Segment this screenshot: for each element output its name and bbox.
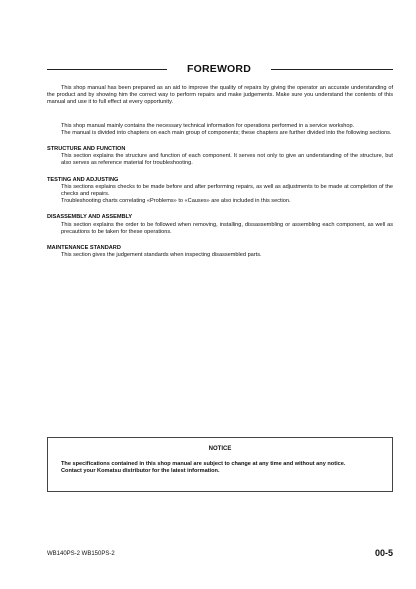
- foreword-content: [47, 85, 393, 259]
- section-body: This section explains the structure and function of each component. It serves not only to give an understanding of the structure, but also serves as reference material for troubleshooting.: [61, 153, 393, 167]
- notice-box: [47, 437, 393, 492]
- notice-line: Contact your Komatsu distributor for the latest information.: [61, 468, 220, 475]
- section-body: This section gives the judgement standards when inspecting disassembled parts.: [61, 252, 262, 259]
- notice-title: NOTICE: [208, 446, 232, 452]
- section-disassembly-assembly: [47, 214, 393, 236]
- intro-paragraph-1: This shop manual has been prepared as an aid to improve the quality of repairs by giving the operator an accurate understanding of the product and by showing him the correct way to perform repairs and make judgements. Make sure you understand the contents of this manual and use it to full effect at every opportunity.: [47, 85, 393, 106]
- footer-models: WB140PS-2 WB150PS-2: [47, 551, 115, 557]
- section-structure-function: [47, 146, 393, 168]
- section-title: TESTING AND ADJUSTING: [47, 176, 119, 183]
- notice-body: [61, 461, 383, 475]
- header-rule-right: [271, 69, 393, 70]
- section-title: MAINTENANCE STANDARD: [47, 245, 121, 252]
- page-header: [47, 62, 393, 76]
- page-number: 00-5: [374, 548, 393, 558]
- section-testing-adjusting: [47, 177, 393, 206]
- section-title: STRUCTURE AND FUNCTION: [47, 146, 126, 153]
- section-maintenance-standard: [47, 245, 393, 259]
- section-body: Troubleshooting charts correlating «Problems» to «Causes» are also included in this section.: [61, 198, 291, 205]
- section-body: This sections explains checks to be made before and after performing repairs, as well as adjustments to be made at completion of the checks and repairs.: [61, 183, 393, 198]
- header-rule-left: [47, 69, 167, 70]
- page-title: FOREWORD: [186, 63, 251, 75]
- intro-paragraph-3: The manual is divided into chapters on each main group of components; these chapters are further divided into the following sections.: [61, 129, 392, 136]
- notice-line: The specifications contained in this shop manual are subject to change at any time and without any notice.: [61, 461, 346, 467]
- section-title: DISASSEMBLY AND ASSEMBLY: [47, 214, 133, 221]
- section-body: This section explains the order to be followed when removing, installing, dissassembling or assembling each component, as well as precautions to be taken for these operations.: [61, 221, 393, 235]
- intro-paragraph-2: This shop manual mainly contains the necessary technical information for operations performed in a service workshop.: [61, 122, 355, 129]
